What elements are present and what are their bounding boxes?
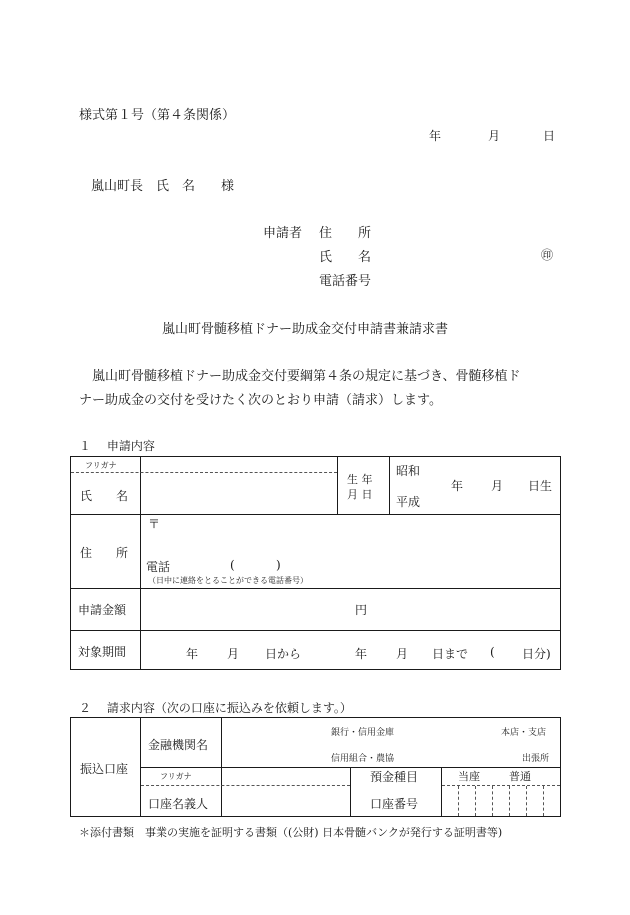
date-day: 日 — [543, 129, 556, 143]
period-label: 対象期間 — [78, 645, 127, 659]
document-title: 嵐山町骨髄移植ドナー助成金交付申請書兼請求書 — [162, 322, 449, 337]
branch-types-1: 本店・支店 — [501, 728, 547, 738]
date-year: 年 — [429, 129, 442, 143]
birth-month: 月 — [491, 479, 504, 493]
addressee: 嵐山町長 氏 名 様 — [91, 179, 235, 194]
date-month: 月 — [488, 129, 501, 143]
bank-types-2: 信用組合・農協 — [331, 754, 395, 764]
deposit-type-label: 預金種目 — [370, 770, 419, 784]
period-end-day: 日まで — [432, 647, 469, 661]
holder-label: 口座名義人 — [148, 797, 209, 811]
deposit-option-ordinary: 普通 — [509, 770, 531, 783]
postal-mark: 〒 — [148, 517, 161, 531]
era-heisei: 平成 — [396, 495, 421, 509]
period-days-open: ( — [490, 645, 495, 659]
applicant-label: 申請者 — [263, 226, 303, 241]
birth-year: 年 — [451, 479, 464, 493]
applicant-phone-label: 電話番号 — [319, 274, 372, 289]
bank-types-1: 銀行・信用金庫 — [331, 728, 395, 738]
phone-note: （日中に連絡をとることができる電話番号） — [148, 576, 308, 585]
phone-paren-open: ( — [230, 558, 235, 572]
period-end-month: 月 — [396, 647, 409, 661]
birth-day: 日生 — [528, 479, 553, 493]
section2-heading: ２ 請求内容（次の口座に振込みを依頼します。） — [79, 701, 352, 715]
attachment-note: ＊添付書類 事業の実施を証明する書類（(公財) 日本骨髄バンクが発行する証明書等) — [79, 826, 503, 839]
deposit-option-current: 当座 — [458, 770, 480, 783]
amount-label: 申請金額 — [78, 603, 127, 617]
phone-paren-close: ) — [276, 558, 281, 572]
address-label: 住 所 — [80, 546, 129, 560]
furigana-label: フリガナ — [85, 461, 117, 470]
birth-label-1: 生 年 — [347, 473, 373, 486]
form-number: 様式第１号（第４条関係） — [79, 108, 236, 123]
section1-heading: １ 申請内容 — [79, 439, 155, 453]
period-days: 日分) — [522, 647, 551, 661]
phone-label: 電話 — [146, 560, 171, 574]
furigana-label-2: フリガナ — [160, 772, 192, 781]
period-start-month: 月 — [227, 647, 240, 661]
period-start-day: 日から — [265, 647, 302, 661]
seal-mark: ㊞ — [541, 248, 554, 262]
applicant-name-label: 氏 名 — [319, 250, 372, 265]
account-label: 振込口座 — [80, 762, 129, 776]
yen-unit: 円 — [355, 603, 368, 617]
period-end-year: 年 — [355, 647, 368, 661]
applicant-address-label: 住 所 — [319, 226, 372, 241]
name-label: 氏 名 — [80, 489, 129, 503]
intro-line-2: ナー助成金の交付を受けたく次のとおり申請（請求）します。 — [79, 393, 442, 408]
account-number-label: 口座番号 — [370, 797, 419, 811]
birth-label-2: 月 日 — [347, 488, 373, 501]
period-start-year: 年 — [186, 647, 199, 661]
intro-line-1: 嵐山町骨髄移植ドナー助成金交付要綱第４条の規定に基づき、骨髄移植ド — [79, 369, 521, 384]
era-showa: 昭和 — [396, 464, 421, 478]
institution-label: 金融機関名 — [148, 738, 209, 752]
branch-types-2: 出張所 — [522, 754, 550, 764]
